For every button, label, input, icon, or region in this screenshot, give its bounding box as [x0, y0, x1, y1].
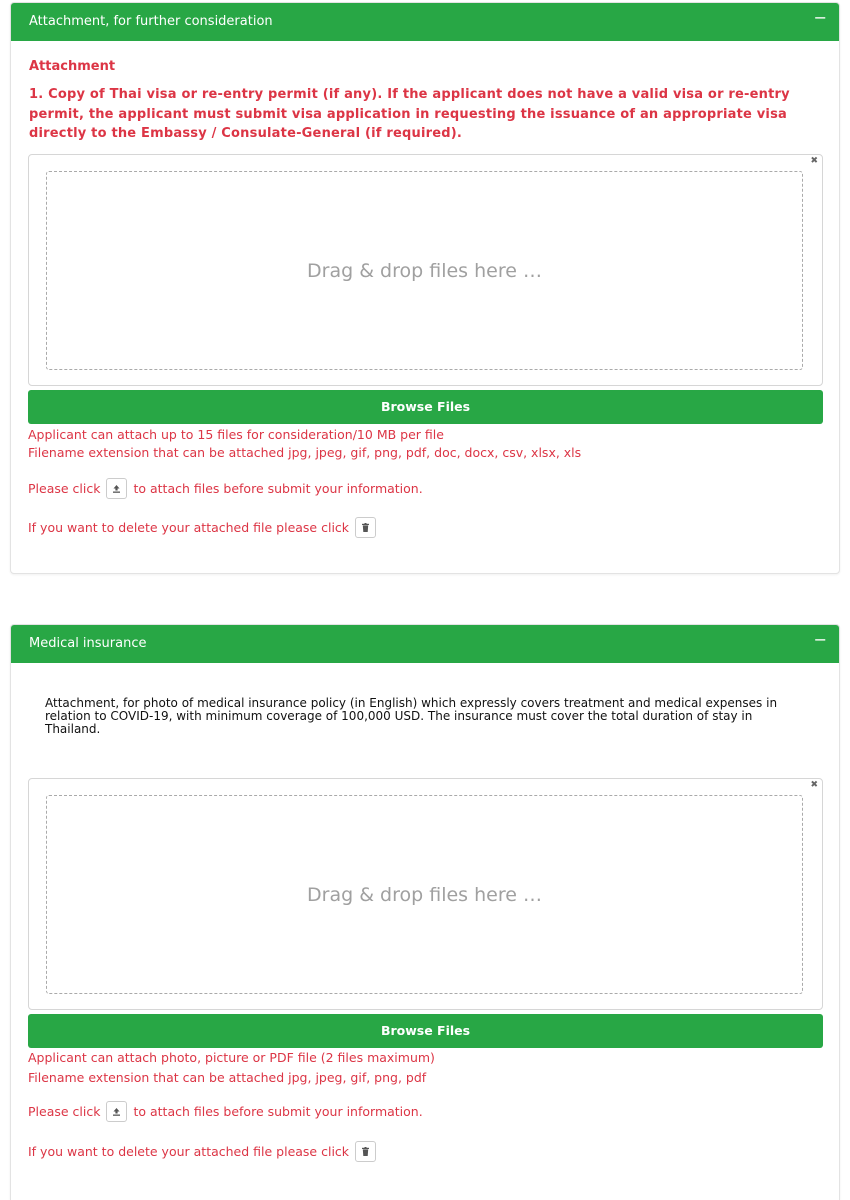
- note-click-before: Please click: [28, 1104, 101, 1119]
- attachment-panel: [10, 2, 840, 574]
- insurance-description: Attachment, for photo of medical insurance policy (in English) which expressly covers treatment and medical expenses in relation to COVID-19, with minimum coverage of 100,000 USD. The insurance must cover the total duration of stay in Thailand.: [45, 696, 778, 736]
- note-file-extensions: Filename extension that can be attached jpg, jpeg, gif, png, pdf, doc, docx, csv, xlsx, xls: [28, 445, 582, 460]
- panel-title: Attachment, for further consideration: [29, 14, 273, 29]
- panel-title: Medical insurance: [29, 636, 147, 651]
- note-click-upload: [28, 1101, 423, 1122]
- browse-files-button[interactable]: Browse Files: [28, 1014, 823, 1048]
- note-delete-text: If you want to delete your attached file please click: [28, 1144, 350, 1159]
- collapse-minus-icon[interactable]: −: [813, 8, 827, 27]
- note-file-extensions: Filename extension that can be attached jpg, jpeg, gif, png, pdf: [28, 1070, 427, 1085]
- file-input-visa: [28, 154, 823, 386]
- remove-x-icon[interactable]: ✖: [810, 780, 818, 790]
- note-file-limit: Applicant can attach up to 15 files for consideration/10 MB per file: [28, 427, 444, 442]
- panel-header-attachment: [11, 3, 839, 41]
- remove-x-icon[interactable]: ✖: [810, 156, 818, 166]
- upload-icon[interactable]: [106, 1101, 127, 1122]
- note-delete-text: If you want to delete your attached file please click: [28, 520, 350, 535]
- note-file-limit: Applicant can attach photo, picture or PDF file (2 files maximum): [28, 1050, 435, 1065]
- drop-zone-text: Drag & drop files here …: [307, 883, 542, 906]
- trash-icon[interactable]: [355, 517, 376, 538]
- browse-files-button[interactable]: Browse Files: [28, 390, 823, 424]
- panel-header-medical: [11, 625, 839, 663]
- attachment-requirement-text: 1. Copy of Thai visa or re-entry permit (if any). If the applicant does not have a valid visa or re-entry permit, the applicant must submit visa application in requesting the issuance of an appropriate visa directly to the Embassy / Consulate-General (if required).: [29, 87, 790, 141]
- note-click-after: to attach files before submit your information.: [133, 481, 423, 496]
- note-delete: [28, 517, 382, 538]
- upload-icon[interactable]: [106, 478, 127, 499]
- trash-icon[interactable]: [355, 1141, 376, 1162]
- medical-insurance-panel: [10, 624, 840, 1200]
- drop-zone-text: Drag & drop files here …: [307, 259, 542, 282]
- file-input-insurance: [28, 778, 823, 1010]
- drop-zone[interactable]: [46, 795, 803, 994]
- collapse-minus-icon[interactable]: −: [813, 630, 827, 649]
- note-click-upload: [28, 478, 423, 499]
- note-delete: [28, 1141, 382, 1162]
- drop-zone[interactable]: [46, 171, 803, 370]
- note-click-after: to attach files before submit your information.: [133, 1104, 423, 1119]
- attachment-title: Attachment: [29, 59, 116, 74]
- note-click-before: Please click: [28, 481, 101, 496]
